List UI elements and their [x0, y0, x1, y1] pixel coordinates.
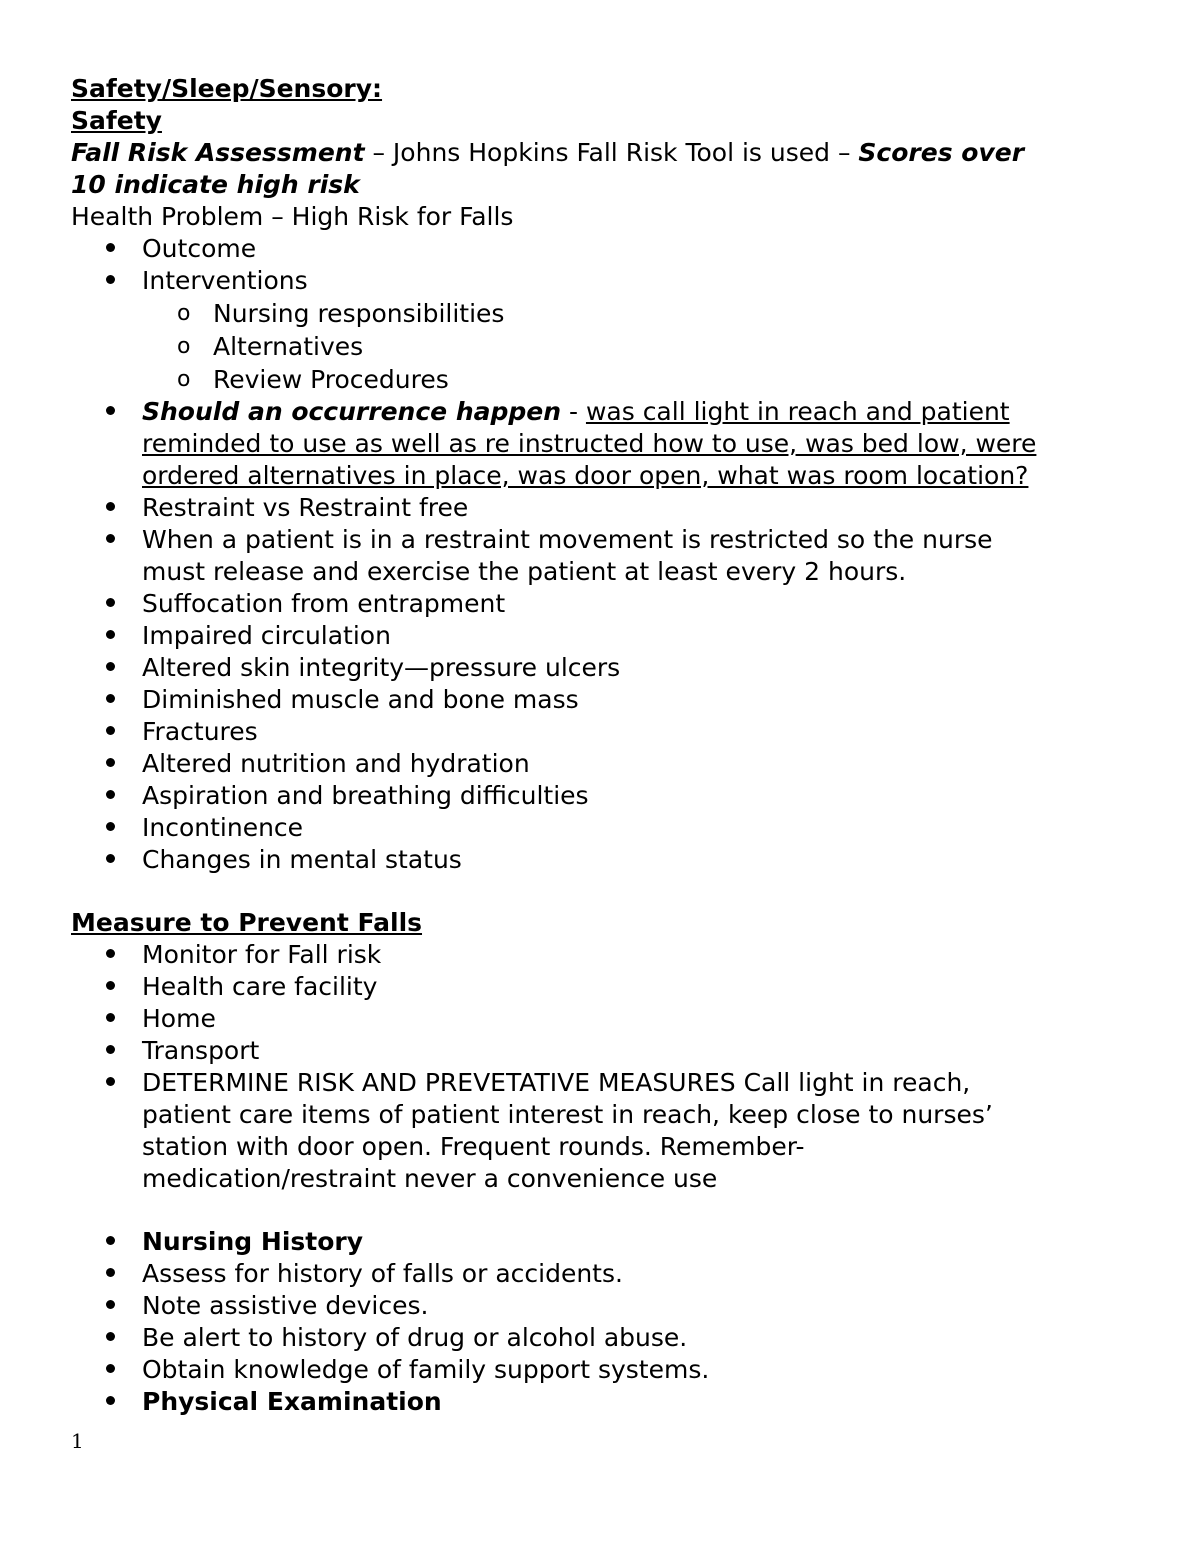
sub-item: o Review Procedures	[142, 363, 1131, 396]
list-item-outcome: Outcome	[71, 233, 1131, 265]
list-item: Note assistive devices.	[71, 1290, 1131, 1322]
restraint-line-1: When a patient is in a restraint movement is restricted so the nurse	[142, 525, 993, 554]
list-item: Impaired circulation	[71, 620, 1131, 652]
sub-item: o Alternatives	[142, 330, 1131, 363]
list-item: Changes in mental status	[71, 844, 1131, 876]
health-problem: Health Problem – High Risk for Falls	[71, 202, 514, 231]
list-item-interventions	[71, 265, 1131, 396]
list-item: Aspiration and breathing difficulties	[71, 780, 1131, 812]
fall-risk-label: Fall Risk Assessment	[71, 138, 365, 167]
fall-risk-emphasis-1: Scores over	[858, 138, 1025, 167]
list-item: Altered nutrition and hydration	[71, 748, 1131, 780]
fall-risk-emphasis-2: 10 indicate high risk	[71, 170, 360, 199]
occurrence-label: Should an occurrence happen	[142, 397, 562, 426]
list-item: Health care facility	[71, 971, 1131, 1003]
spacer	[71, 876, 1131, 907]
prevent-falls-list	[71, 939, 1131, 1195]
spacer	[71, 1195, 1131, 1226]
list-item: Home	[71, 1003, 1131, 1035]
document-page	[71, 73, 1131, 1418]
determine-line-4: medication/restraint never a convenience use	[142, 1164, 718, 1193]
sub-item: o Nursing responsibilities	[142, 297, 1131, 330]
occurrence-dash: -	[561, 397, 586, 426]
list-item: Diminished muscle and bone mass	[71, 684, 1131, 716]
fall-risk-line-1	[71, 137, 1131, 169]
list-item-restraint-movement	[71, 524, 1131, 588]
list-item: Assess for history of falls or accidents.	[71, 1258, 1131, 1290]
list-item-occurrence	[71, 396, 1131, 492]
nursing-history-list	[71, 1226, 1131, 1418]
document-title: Safety/Sleep/Sensory:	[71, 74, 383, 103]
list-item: Transport	[71, 1035, 1131, 1067]
nursing-history-heading: Nursing History	[71, 1226, 1131, 1258]
interventions-sublist	[142, 297, 1131, 396]
prevent-falls-heading: Measure to Prevent Falls	[71, 908, 423, 937]
list-item: Monitor for Fall risk	[71, 939, 1131, 971]
occurrence-line-1: was call light in reach and patient	[585, 397, 1010, 426]
list-item: Restraint vs Restraint free	[71, 492, 1131, 524]
list-item: Fractures	[71, 716, 1131, 748]
safety-heading: Safety	[71, 106, 162, 135]
page-number: 1	[71, 1429, 84, 1453]
list-item-determine	[71, 1067, 1131, 1195]
occurrence-line-2: reminded to use as well as re instructed how to use, was bed low, were	[142, 429, 1037, 458]
list-item: Altered skin integrity—pressure ulcers	[71, 652, 1131, 684]
interventions-label: Interventions	[142, 266, 308, 295]
physical-examination-heading: Physical Examination	[71, 1386, 1131, 1418]
determine-line-2: patient care items of patient interest in reach, keep close to nurses’	[142, 1100, 993, 1129]
list-item: Be alert to history of drug or alcohol abuse.	[71, 1322, 1131, 1354]
list-item: Obtain knowledge of family support systems.	[71, 1354, 1131, 1386]
list-item: Incontinence	[71, 812, 1131, 844]
determine-line-3: station with door open. Frequent rounds. Remember-	[142, 1132, 805, 1161]
restraint-line-2: must release and exercise the patient at least every 2 hours.	[142, 557, 907, 586]
occurrence-line-3: ordered alternatives in place, was door open, what was room location?	[142, 461, 1029, 490]
fall-risk-text: – Johns Hopkins Fall Risk Tool is used –	[364, 138, 859, 167]
determine-line-1: DETERMINE RISK AND PREVETATIVE MEASURES Call light in reach,	[142, 1068, 971, 1097]
main-bullet-list	[71, 233, 1131, 876]
list-item: Suffocation from entrapment	[71, 588, 1131, 620]
